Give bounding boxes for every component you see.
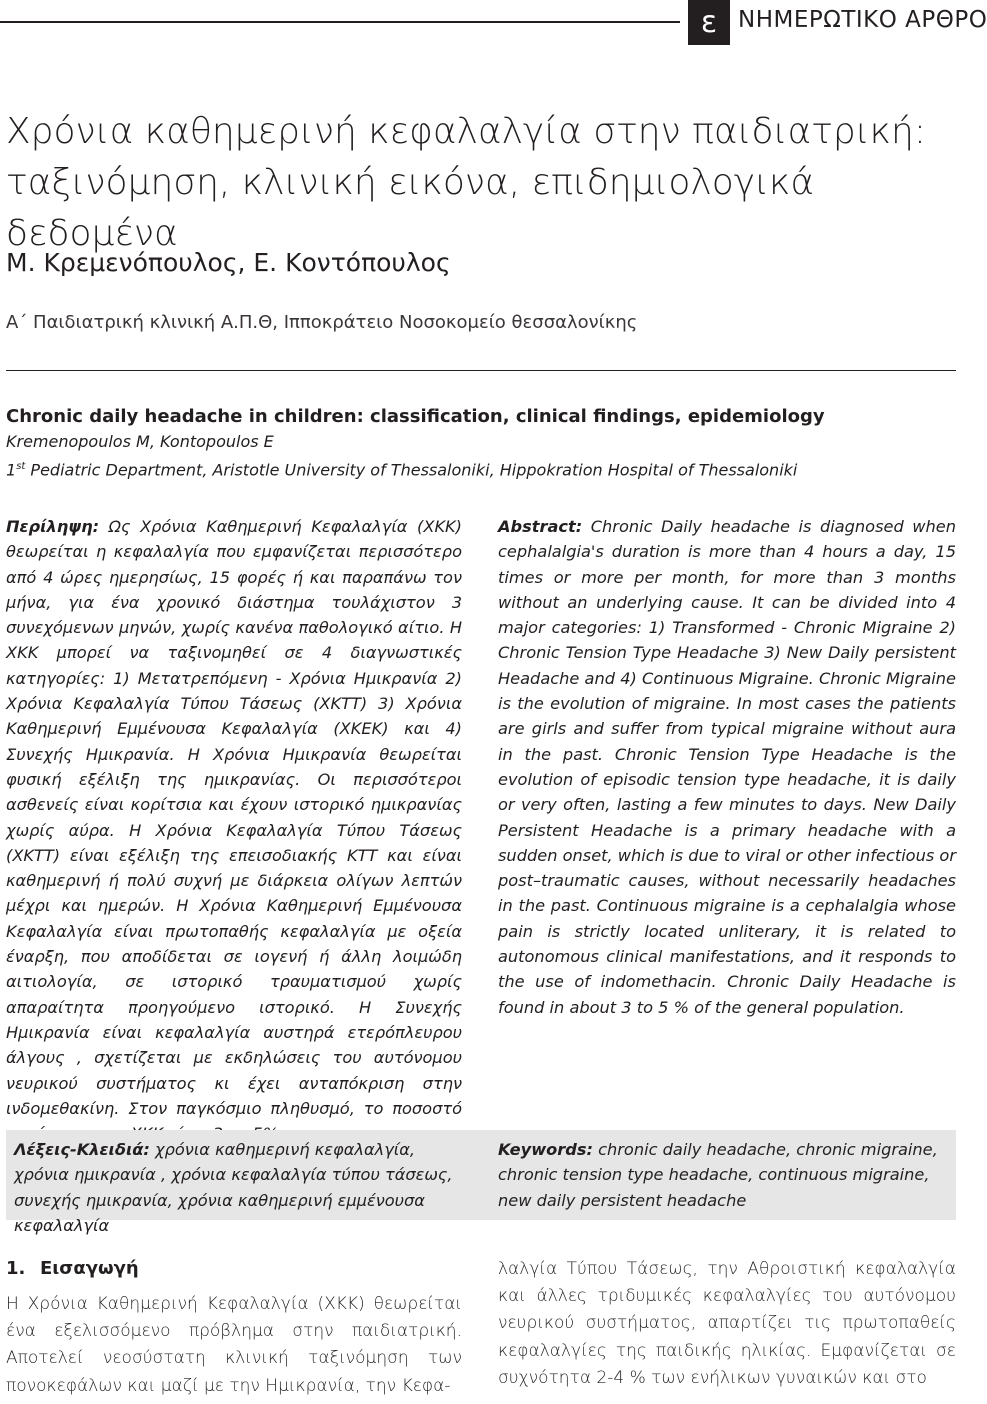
affiliation-text: Pediatric Department, Aristotle University of Thessaloniki, Hippokration Hospital of Thessaloniki bbox=[25, 460, 798, 480]
abstract-english bbox=[498, 514, 956, 1020]
keywords-greek bbox=[14, 1137, 462, 1238]
logo-glyph: ε bbox=[700, 4, 718, 40]
keywords-greek-label: Λέξεις-Κλειδιά: bbox=[14, 1140, 150, 1159]
keywords-english-label: Keywords: bbox=[498, 1140, 593, 1159]
abstract-english-label: Abstract: bbox=[498, 517, 583, 536]
header-rule bbox=[0, 21, 680, 23]
affiliation: Α΄ Παιδιατρική κλινική Α.Π.Θ, Ιπποκράτειο Νοσοκομείο θεσσαλονίκης bbox=[6, 312, 638, 333]
abstract-greek bbox=[6, 514, 462, 1146]
affiliation-ordinal-suffix: st bbox=[16, 461, 26, 472]
authors: Μ. Κρεμενόπουλος, Ε. Κοντόπουλος bbox=[6, 248, 451, 277]
abstract-english-text: Chronic Daily headache is diagnosed when cephalalgia's duration is more than 4 hours a day, 15 times or more per month, for more than 3 months without an underlying cause. It can be divided into 4 major categories: 1) Transformed - Chronic Migraine 2) Chronic Tension Type Headache 3) New Daily persistent Headache and 4) Continuous Migraine. Chronic Migraine is the evolution of migraine. In most cases the patients are girls and suffer from typical migraine without aura in the past. Chronic Tension Type Headache is the evolution of episodic tension type headache, it is daily or very often, lasting a few minutes to days. New Daily Persistent Headache is a primary headache with a sudden onset, which is due to viral or other infectious or post–traumatic causes, without necessarily headaches in the past. Continuous migraine is a cephalalgia whose pain is strictly located unliterary, it is related to autonomous clinical manifestations, and it responds to the use of indomethacin. Chronic Daily Headache is found in about 3 to 5 % of the general population. bbox=[498, 517, 956, 1017]
affiliation-ordinal: 1 bbox=[6, 460, 17, 480]
english-authors: Kremenopoulos M, Kontopoulos E bbox=[6, 432, 274, 451]
divider bbox=[6, 370, 956, 371]
introduction-text-left: Η Χρόνια Καθημερινή Κεφαλαλγία (ΧΚΚ) θεωρείται ένα εξελισσόμενο πρόβλημα στην παιδιατρική. Αποτελεί νεοσύστατη κλινική ταξινόμηση των πονοκεφάλων και μαζί με την Ημικρανία, την Κεφα- bbox=[6, 1294, 462, 1396]
abstract-greek-label: Περίληψη: bbox=[6, 517, 100, 536]
section-number: 1. bbox=[6, 1258, 26, 1279]
english-title: Chronic daily headache in children: classification, clinical findings, epidemiology bbox=[6, 406, 825, 427]
english-affiliation bbox=[6, 456, 797, 481]
journal-header bbox=[0, 0, 987, 46]
keywords-english-text: chronic daily headache, chronic migraine, chronic tension type headache, continuous migraine, new daily persistent headache bbox=[498, 1140, 938, 1210]
section-heading-introduction bbox=[6, 1256, 139, 1282]
keywords-greek-text: χρόνια καθημερινή κεφαλαλγία, χρόνια ημικρανία , χρόνια κεφαλαλγία τύπου τάσεως, συνεχής ημικρανία, χρόνια καθημερινή εμμένουσα κεφαλαλγία bbox=[14, 1140, 453, 1235]
introduction-text-right: λαλγία Τύπου Τάσεως, την Αθροιστική κεφαλαλγία και άλλες τριδυμικές κεφαλαλγίες του αυτόνομου νευρικού συστήματος, απαρτίζει τις πρωτοπαθείς κεφαλαλγίες της παιδικής ηλικίας. Εμφανίζεται σε συχνότητα 2-4 % των ενήλικων γυναικών και στο bbox=[498, 1259, 956, 1388]
section-label: ΝΗΜΕΡΩΤΙΚΟ ΑΡΘΡΟ bbox=[738, 7, 987, 33]
journal-logo bbox=[688, 0, 730, 45]
keywords-english bbox=[498, 1137, 946, 1213]
article-title: Χρόνια καθημερινή κεφαλαλγία στην παιδιατρική: ταξινόμηση, κλινική εικόνα, επιδημιολογικά δεδομένα bbox=[6, 111, 926, 254]
abstract-greek-text: Ως Χρόνια Καθημερινή Κεφαλαλγία (ΧΚΚ) θεωρείται η κεφαλαλγία που εμφανίζεται περισσότερο από 4 ώρες ημερησίως, 15 φορές ή και παραπάνω τον μήνα, για ένα χρονικό διάστημα τουλάχιστον 3 συνεχόμενων μηνών, χωρίς κανένα παθολογικό αίτιο. Η ΧΚΚ μπορεί να ταξινομηθεί σε 4 διαγνωστικές κατηγορίες: 1) Μετατρεπόμενη - Χρόνια Ημικρανία 2) Χρόνια Κεφαλαλγία Τύπου Τάσεως (ΧΚΤΤ) 3) Χρόνια Καθημερινή Εμμένουσα Κεφαλαλγία (ΧΚΕΚ) και 4) Συνεχής Ημικρανία. Η Χρόνια Ημικρανία θεωρείται φυσική εξέλιξη της ημικρανίας. Οι περισσότεροι ασθενείς είναι κορίτσια και έχουν ιστορικό ημικρανίας χωρίς αύρα. Η Χρόνια Κεφαλαλγία Τύπου Τάσεως (ΧΚΤΤ) είναι εξέλιξη της επεισοδιακής ΚΤΤ και είναι καθημερινή ή πολύ συχνή με διάρκεια ολίγων λεπτών μέχρι και ημερών. Η Χρόνια Καθημερινή Εμμένουσα Κεφαλαλγία είναι πρωτοπαθής κεφαλαλγία με οξεία έναρξη, που αποδίδεται σε ιογενή ή άλλη λοιμώδη αιτιολογία, σε ιστορικό τραυματισμού χωρίς απαραίτητα προηγούμενο ιστορικό. Η Συνεχής Ημικρανία είναι κεφαλαλγία αυστηρά ετερόπλευρου άλγους , σχετίζεται με εκδηλώσεις του αυτόνομου νευρικού συστήματος κι έχει ανταπόκριση στην ινδομεθακίνη. Στον παγκόσμιο πληθυσμό, το ποσοστό bbox=[6, 517, 462, 1118]
section-title: Εισαγωγή bbox=[40, 1258, 139, 1279]
